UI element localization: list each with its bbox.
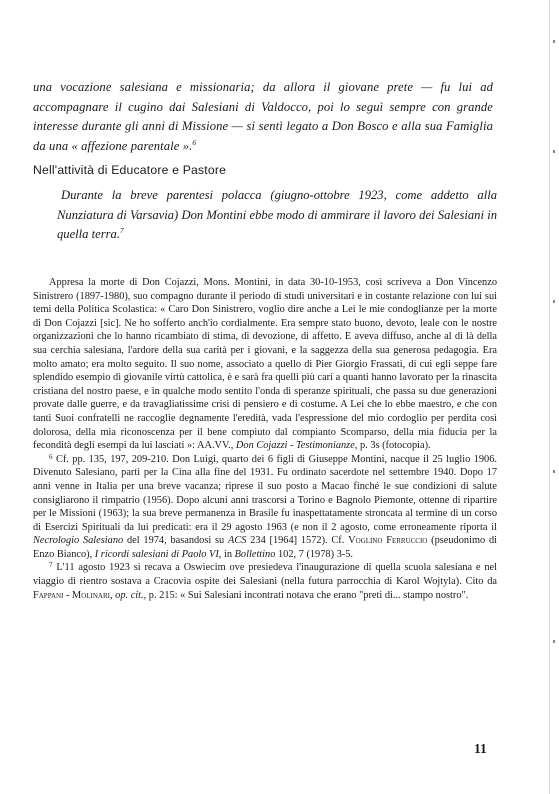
edge-mark — [553, 40, 555, 43]
footnote-book-title: I ricordi salesiani di Paolo VI, — [94, 548, 222, 560]
footnote-source-title: Don Cojazzi - Testimonianze, — [235, 440, 358, 452]
note-ref: 7 — [119, 226, 124, 236]
footnote-tail: p. 215: « Sui Salesiani incontrati notava che erano "preti di... stampo nostro". — [148, 589, 469, 601]
footnote-text: in — [223, 548, 233, 560]
footnote-tail: 102, 7 (1978) 3-5. — [278, 548, 353, 560]
footnote-text: Cf. pp. 135, 197, 209-210. Don Luigi, quarto dei 6 figli di Giuseppe Montini, nacque il 25 luglio 1906. Divenuto Salesiano, partì per la Cina alla fine del 1931. Fu ordinato sacerdote nel settembre 1940. Dopo 17 anni venne in Italia per una breve vacanza; riprese il suo posto a Macao finché le sue condizioni di salute consigliarono il rimpatrio (1956). Dopo alcuni anni trascorsi a Torino e Bagnolo Piemonte, ottenne di ripartire per le Missioni (1963); la sua breve permanenza in Brasile fu inaspettatamente stroncata al termine di un corso di Esercizi Spirituali da lui predicati: era il 29 agosto 1963 (e non il 2 agosto, come erroneamente riporta il — [33, 453, 497, 533]
epigraph-text: Durante la breve parentesi polacca (giugno-ottobre 1923, come addetto alla Nunziatura di Varsavia) Don Montini ebbe modo di ammirare il lavoro dei Salesiani in quella terra. — [57, 188, 497, 242]
footnote-7 — [33, 561, 497, 602]
footnote-authors: Fappani - Molinari, — [33, 589, 113, 601]
note-ref: 6 — [192, 137, 197, 147]
footnote-number: 6 — [49, 452, 53, 461]
intro-paragraph — [33, 78, 493, 156]
footnote-number: 7 — [49, 561, 53, 570]
page-edge-line — [549, 0, 550, 794]
footnote-text: (pseudonimo di Enzo Bianco), — [33, 535, 498, 560]
edge-mark — [553, 150, 555, 153]
footnote-journal: Bollettino — [234, 548, 276, 560]
footnote-tail: p. 3s (fotocopia). — [359, 440, 431, 452]
footnote-text: Appresa la morte di Don Cojazzi, Mons. Montini, in data 30-10-1953, così scriveva a Don Vincenzo Sinistrero (1897-1980), suo compagno durante il periodo di studi universitari e in costante relazione con lui sui temi della Politica Scolastica: « Caro Don Sinistrero, voglio dire anche a Lei le mie condoglianze per la morte di Don Cojazzi [sic]. Ne ho sofferto anch'io cordialmente. Era sempre stato buono, devoto, leale con le nostre organizzazioni che lo hanno ricambiato di stima, di devozione, di affetto. E aveva diffuso, anche al di là della sua cerchia salesiana, l'ardore della sua carità per i giovani, e la saggezza della sua generosa pedagogia. Era molto amato; era molto seguito. Il suo nome, associato a quello di Pier Giorgio Frassati, di cui egli seppe fare splendido esempio di giovanile virtù cattolica, è e sarà fra quelli più cari a quanti hanno lavorato per la rinascita cristiana del nostro paese, e in qualche modo sentito l'onda di speranze spirituali, che passa su due generazioni provate dalle guerre, e da travagliatissime crisi di pensiero e di costume. A Lei che lo ebbe maestro, e che con tanti Suoi confratelli ne raccoglie degnamente l'eredità, vada l'espressione del mio cordoglio per perdita così dolorosa, della mia riconoscenza per il bene compiuto dal compianto Scomparso, della mia fiducia per la fecondità degli esempi da lui lasciati »: AA.VV., — [33, 277, 497, 452]
footnote-author: Voglino Ferruccio — [348, 535, 428, 547]
footnote-text: L'11 agosto 1923 si recava a Oswiecim ove presiedeva l'inaugurazione di quella scuola salesiana e nel viaggio di rientro sostava a Cracovia ospite dei Salesiani (nella futura parrocchia di Karol Wojtyla). Cito da — [33, 562, 497, 588]
footnote-necrologio: Necrologio Salesiano — [33, 535, 124, 547]
edge-mark — [553, 300, 555, 303]
footnote-6 — [33, 453, 497, 562]
footnote-text: del 1974, basandosi su — [126, 535, 225, 547]
footnote-paragraph — [33, 276, 497, 453]
section-heading: Nell'attività di Educatore e Pastore — [33, 163, 227, 177]
page-number: 11 — [474, 741, 487, 756]
footnote-op-cit: op. cit., — [115, 589, 147, 601]
footnote-acs: ACS — [228, 535, 247, 547]
intro-text: una vocazione salesiana e missionaria; da allora il giovane prete — fu lui ad accompagnare il cugino dai Salesiani di Valdocco, poi lo seguì sempre con grande interesse durante gli anni di Missione — si sentì legato a Don Bosco e alla sua Famiglia da una « affezione parentale ». — [33, 80, 493, 153]
footnote-text: 234 [1964] 1572). Cf. — [250, 535, 345, 547]
edge-mark — [553, 470, 555, 473]
epigraph-paragraph — [57, 186, 497, 245]
edge-mark — [553, 640, 555, 643]
footnotes — [33, 276, 497, 602]
